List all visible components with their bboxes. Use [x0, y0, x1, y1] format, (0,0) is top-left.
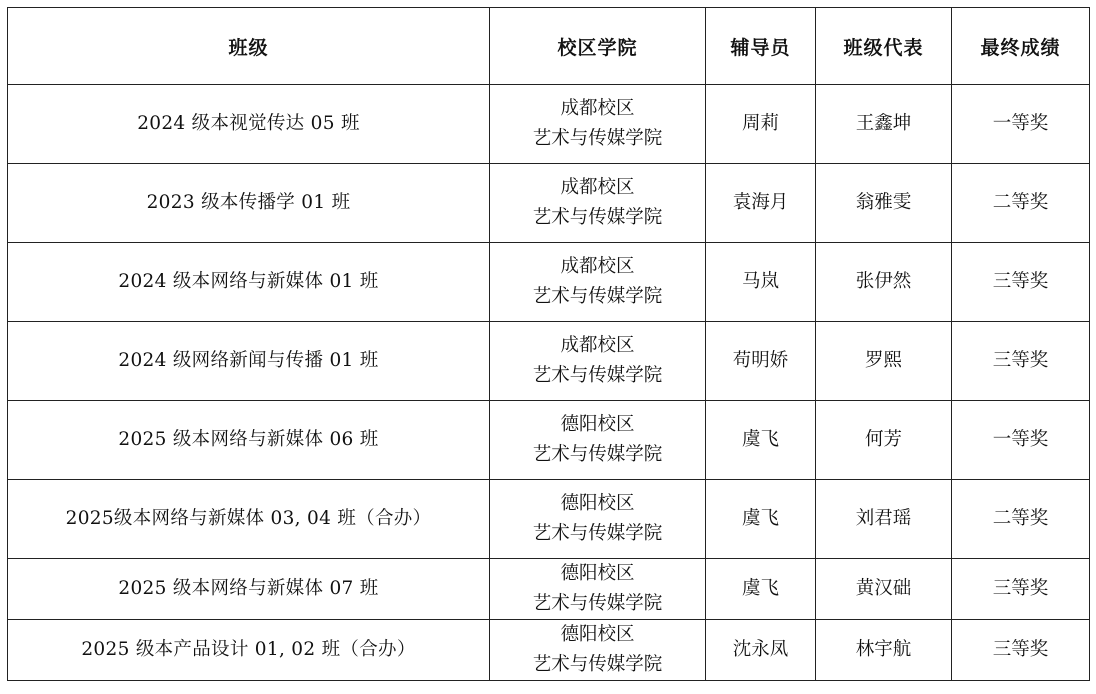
cell-result: 二等奖: [952, 480, 1090, 559]
cell-campus-college: [490, 401, 706, 480]
cell-result: 三等奖: [952, 620, 1090, 681]
cell-campus: 成都校区: [560, 98, 635, 119]
table-row: [8, 243, 1090, 322]
cell-campus-college: [490, 480, 706, 559]
cell-class: 2025 级本网络与新媒体 07 班: [8, 559, 490, 620]
cell-class: 2025 级本网络与新媒体 06 班: [8, 401, 490, 480]
cell-class: 2023 级本传播学 01 班: [8, 164, 490, 243]
table-row: [8, 620, 1090, 681]
cell-college: 艺术与传媒学院: [532, 207, 663, 228]
cell-representative: 王鑫坤: [816, 85, 952, 164]
cell-result: 一等奖: [952, 401, 1090, 480]
cell-campus-college: [490, 620, 706, 681]
cell-counselor: 虞飞: [706, 401, 816, 480]
table-row: [8, 164, 1090, 243]
cell-campus-college: [490, 322, 706, 401]
cell-campus: 德阳校区: [560, 414, 635, 435]
cell-representative: 黄汉础: [816, 559, 952, 620]
awards-table: [7, 7, 1090, 681]
table-row: [8, 559, 1090, 620]
cell-counselor: 沈永凤: [706, 620, 816, 681]
cell-class: 2025 级本产品设计 01, 02 班（合办）: [8, 620, 490, 681]
cell-campus: 成都校区: [560, 256, 635, 277]
cell-counselor: 袁海月: [706, 164, 816, 243]
cell-campus: 德阳校区: [560, 563, 635, 584]
cell-college: 艺术与传媒学院: [532, 444, 663, 465]
cell-representative: 罗熙: [816, 322, 952, 401]
cell-campus-college: [490, 85, 706, 164]
header-counselor: 辅导员: [706, 8, 816, 85]
header-row: [8, 8, 1090, 85]
cell-result: 三等奖: [952, 243, 1090, 322]
table-row: [8, 401, 1090, 480]
cell-result: 三等奖: [952, 559, 1090, 620]
cell-counselor: 虞飞: [706, 480, 816, 559]
header-class: 班级: [8, 8, 490, 85]
cell-representative: 刘君瑶: [816, 480, 952, 559]
cell-result: 三等奖: [952, 322, 1090, 401]
cell-result: 一等奖: [952, 85, 1090, 164]
cell-class: 2024 级本视觉传达 05 班: [8, 85, 490, 164]
cell-campus-college: [490, 243, 706, 322]
cell-counselor: 苟明娇: [706, 322, 816, 401]
cell-counselor: 马岚: [706, 243, 816, 322]
table-row: [8, 480, 1090, 559]
cell-representative: 张伊然: [816, 243, 952, 322]
header-result: 最终成绩: [952, 8, 1090, 85]
cell-counselor: 周莉: [706, 85, 816, 164]
header-representative: 班级代表: [816, 8, 952, 85]
cell-campus: 成都校区: [560, 335, 635, 356]
cell-college: 艺术与传媒学院: [532, 654, 663, 675]
cell-college: 艺术与传媒学院: [532, 286, 663, 307]
table-row: [8, 85, 1090, 164]
cell-representative: 翁雅雯: [816, 164, 952, 243]
cell-class: 2025级本网络与新媒体 03, 04 班（合办）: [8, 480, 490, 559]
cell-representative: 林宇航: [816, 620, 952, 681]
cell-campus-college: [490, 164, 706, 243]
cell-class: 2024 级网络新闻与传播 01 班: [8, 322, 490, 401]
cell-campus: 德阳校区: [560, 624, 635, 645]
header-campus-college: 校区学院: [490, 8, 706, 85]
cell-campus-college: [490, 559, 706, 620]
cell-campus: 成都校区: [560, 177, 635, 198]
cell-representative: 何芳: [816, 401, 952, 480]
cell-counselor: 虞飞: [706, 559, 816, 620]
table-row: [8, 322, 1090, 401]
cell-result: 二等奖: [952, 164, 1090, 243]
cell-campus: 德阳校区: [560, 493, 635, 514]
cell-college: 艺术与传媒学院: [532, 128, 663, 149]
cell-college: 艺术与传媒学院: [532, 365, 663, 386]
cell-class: 2024 级本网络与新媒体 01 班: [8, 243, 490, 322]
cell-college: 艺术与传媒学院: [532, 523, 663, 544]
cell-college: 艺术与传媒学院: [532, 593, 663, 614]
awards-sheet: [7, 7, 1090, 681]
